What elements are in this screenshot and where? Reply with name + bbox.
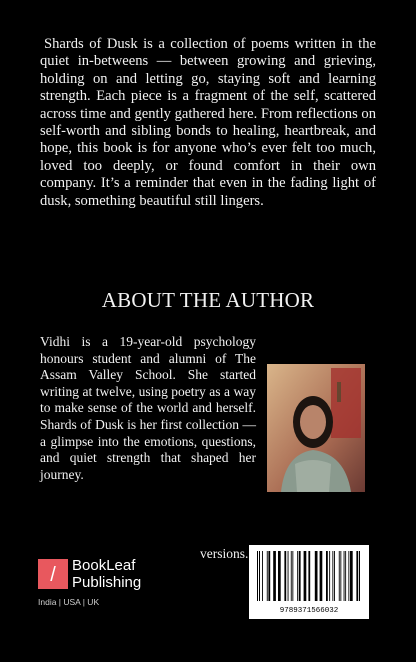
barcode-bar — [345, 551, 346, 601]
barcode-bar — [334, 551, 335, 601]
barcode-bar — [332, 551, 333, 601]
about-the-author-heading: ABOUT THE AUTHOR — [101, 288, 315, 312]
barcode-bar — [315, 551, 318, 601]
barcode-bar — [284, 551, 286, 601]
barcode-bar — [268, 551, 270, 601]
barcode-bar — [320, 551, 323, 601]
barcode-bar — [348, 551, 349, 601]
barcode-bar — [297, 551, 298, 601]
publisher-name — [72, 557, 162, 591]
publisher-regions: India | USA | UK — [38, 597, 100, 607]
barcode-bar — [259, 551, 260, 601]
barcode-bar — [267, 551, 268, 601]
barcode-bar — [308, 551, 310, 601]
svg-text:/: / — [50, 564, 56, 586]
barcode-bar — [291, 551, 292, 601]
isbn-number: 9789371566032 — [279, 607, 339, 615]
isbn-barcode — [249, 545, 369, 619]
author-bio: Vidhi is a 19-year-old psychology honours student and alumni of The Assam Valley School. She started writing at twelve, using poetry as a way to make sense of the world and herself. Shards of Dusk is her first collection — a glimpse into the emotions, questions, and quiet strength that shaped her journey. — [40, 334, 256, 482]
barcode-bar — [326, 551, 328, 601]
barcode-bar — [329, 551, 330, 601]
barcode-bar — [278, 551, 281, 601]
barcode-bar — [262, 551, 263, 601]
barcode-bar — [350, 551, 353, 601]
barcode-bar — [288, 551, 289, 601]
barcode-bar — [292, 551, 293, 601]
barcode-bar — [273, 551, 276, 601]
barcode-bar — [357, 551, 358, 601]
barcode-bar — [340, 551, 341, 601]
author-photo — [267, 364, 365, 492]
publisher-mark — [38, 559, 68, 589]
barcode-bar — [339, 551, 340, 601]
barcode-bar — [359, 551, 360, 601]
publisher-logo — [38, 557, 158, 609]
back-cover-blurb: Shards of Dusk is a collection of poems written in the quiet in-betweens — between growing and grieving, holding on and letting go, staying soft and learning strength. Each piece is a fragment of the self, scattered across time and gently gathered here. From reflections on self-worth and sibling bonds to healing, heartbreak, and hope, this book is for anyone who’s ever felt too much, loved too deeply, or found comfort in their own company. It’s a reminder that even in the fading light of dusk, something beautiful still lingers. — [40, 36, 376, 209]
barcode-bar — [304, 551, 307, 601]
publisher-name-line2: Publishing — [72, 574, 142, 591]
barcode-bar — [299, 551, 301, 601]
barcode-bar — [257, 551, 258, 601]
publisher-name-line1: BookLeaf — [72, 557, 136, 574]
barcode-bar — [344, 551, 345, 601]
trailing-text: versions. — [200, 546, 249, 561]
